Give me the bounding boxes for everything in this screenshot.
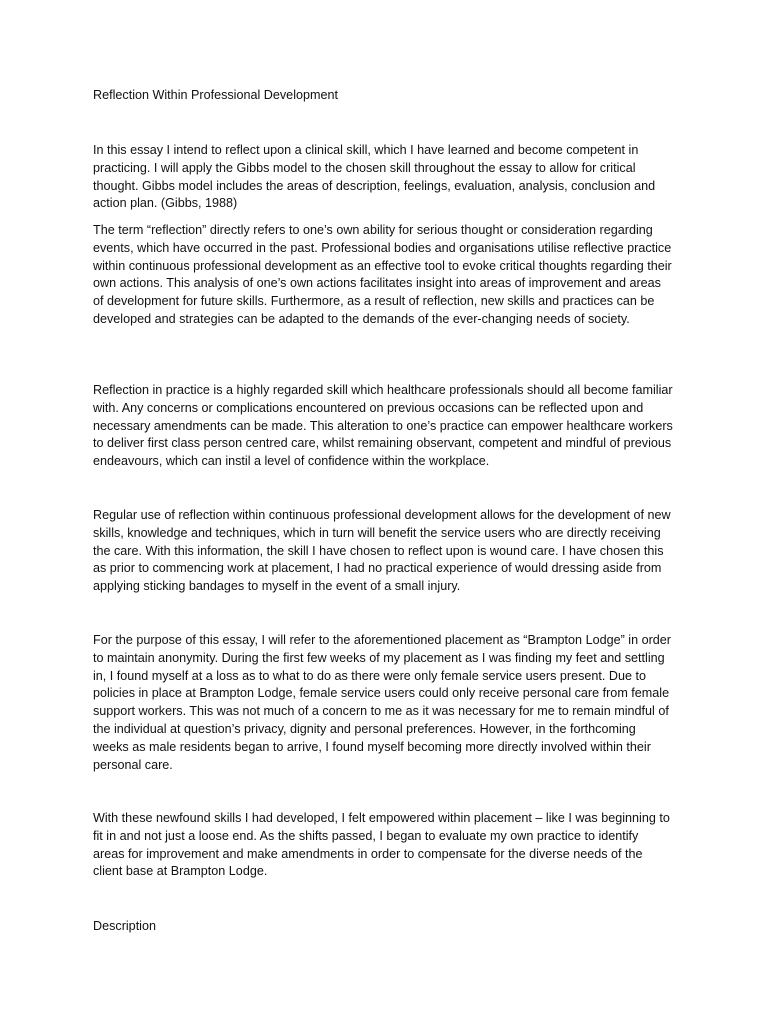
paragraph-introduction: In this essay I intend to reflect upon a clinical skill, which I have learned and become competent in practicing. I will apply the Gibbs model to the chosen skill throughout the essay to allow for critical thought. Gibbs model includes the areas of description, feelings, evaluation, analysis, conclusion and action plan. (Gibbs, 1988) [93,143,656,211]
paragraph-reflection-definition: The term “reflection” directly refers to one’s own ability for serious thought or consideration regarding events, which have occurred in the past. Professional bodies and organisations utilise reflective practice within continuous professional development as an effective tool to evoke critical thoughts regarding their own actions. This analysis of one’s own actions facilitates insight into areas of improvement and areas of development for future skills. Furthermore, as a result of reflection, new skills and practices can be developed and strategies can be adapted to the demands of the ever-changing needs of society. [93,223,672,326]
document-title: Reflection Within Professional Development [93,88,338,102]
paragraph-newfound-skills: With these newfound skills I had developed, I felt empowered within placement – like I was beginning to fit in and not just a loose end. As the shifts passed, I began to evaluate my own practice to identify areas for improvement and make amendments in order to compensate for the diverse needs of the client base at Brampton Lodge. [93,811,670,879]
paragraph-reflection-in-practice: Reflection in practice is a highly regarded skill which healthcare professionals should all become familiar with. Any concerns or complications encountered on previous occasions can be reflected upon and necessary amendments can be made. This alteration to one’s practice can empower healthcare workers to deliver first class person centred care, whilst remaining observant, competent and mindful of previous endeavours, which can instil a level of confidence within the workplace. [93,383,673,469]
paragraph-regular-use: Regular use of reflection within continuous professional development allows for the development of new skills, knowledge and techniques, which in turn will benefit the service users who are directly receiving the care. With this information, the skill I have chosen to reflect upon is wound care. I have chosen this as prior to commencing work at placement, I had no practical experience of would dressing aside from applying sticking bandages to myself in the event of a small injury. [93,508,671,594]
paragraph-placement: For the purpose of this essay, I will refer to the aforementioned placement as “Brampton Lodge” in order to maintain anonymity. During the first few weeks of my placement as I was finding my feet and settling in, I found myself at a loss as to what to do as there were only female service users present. Due to policies in place at Brampton Lodge, female service users could only receive personal care from female support workers. This was not much of a concern to me as it was necessary for me to remain mindful of the individual at question’s privacy, dignity and personal preferences. However, in the forthcoming weeks as male residents began to arrive, I found myself becoming more directly involved within their personal care. [93,633,671,772]
section-heading-description: Description [93,919,156,933]
